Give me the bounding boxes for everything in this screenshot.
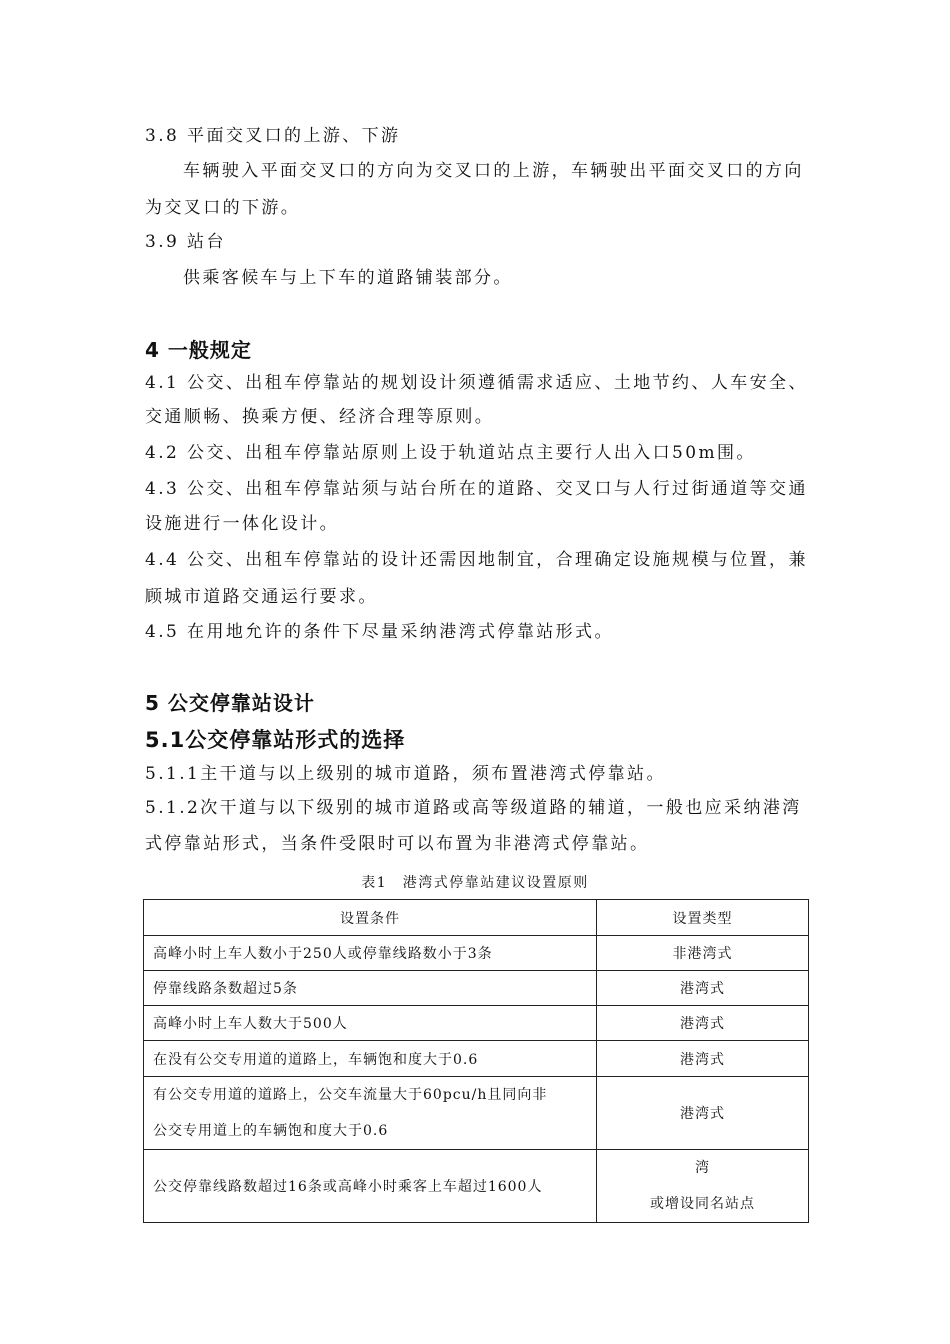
section-3-9-heading: 3.9 站台 [145, 232, 226, 252]
section-5-1-heading: 5.1公交停靠站形式的选择 [145, 728, 406, 752]
table-header-condition: 设置条件 [144, 900, 597, 936]
section-5-1-2-line2: 式停靠站形式，当条件受限时可以布置为非港湾式停靠站。 [145, 834, 650, 854]
section-4-1-line1: 4.1 公交、出租车停靠站的规划设计须遵循需求适应、土地节约、人车安全、 [145, 373, 808, 393]
table-cell-condition-line1: 有公交专用道的道路上，公交车流量大于60pcu/h且同向非 [153, 1087, 548, 1103]
table-caption: 表1 港湾式停靠站建议设置原则 [361, 875, 589, 891]
table-header-row [144, 900, 809, 936]
table-cell-type: 非港湾式 [597, 936, 809, 971]
section-3-8-text-line2: 为交叉口的下游。 [145, 198, 301, 218]
table-cell-condition: 高峰小时上车人数大于500人 [144, 1006, 597, 1041]
section-4-3-line1: 4.3 公交、出租车停靠站须与站台所在的道路、交叉口与人行过街通道等交通 [145, 479, 808, 499]
section-4-4-line2: 顾城市道路交通运行要求。 [145, 587, 378, 607]
table-header-type: 设置类型 [597, 900, 809, 936]
table-row [144, 1150, 809, 1223]
table-cell-condition [144, 1077, 597, 1150]
table-row [144, 1041, 809, 1077]
section-4-3-line2: 设施进行一体化设计。 [145, 514, 339, 534]
table-cell-type-line2: 或增设同名站点 [650, 1196, 755, 1212]
table-row [144, 1077, 809, 1150]
table-cell-type: 港湾式 [597, 971, 809, 1006]
table-cell-condition: 公交停靠线路数超过16条或高峰小时乘客上车超过1600人 [144, 1150, 597, 1223]
section-3-9-text: 供乘客候车与上下车的道路铺装部分。 [183, 268, 513, 288]
section-4-2: 4.2 公交、出租车停靠站原则上设于轨道站点主要行人出入口50m围。 [145, 443, 756, 463]
section-4-5: 4.5 在用地允许的条件下尽量采纳港湾式停靠站形式。 [145, 622, 614, 642]
table-cell-type: 港湾式 [597, 1041, 809, 1077]
table-cell-condition: 停靠线路条数超过5条 [144, 971, 597, 1006]
section-3-8-text-line1: 车辆驶入平面交叉口的方向为交叉口的上游，车辆驶出平面交叉口的方向 [183, 161, 804, 181]
bay-stop-table [143, 899, 809, 1223]
section-5-1-2-line1: 5.1.2次干道与以下级别的城市道路或高等级道路的辅道，一般也应采纳港湾 [145, 798, 802, 818]
table-cell-condition: 高峰小时上车人数小于250人或停靠线路数小于3条 [144, 936, 597, 971]
table-row [144, 971, 809, 1006]
section-4-1-line2: 交通顺畅、换乘方便、经济合理等原则。 [145, 407, 495, 427]
section-4-4-line1: 4.4 公交、出租车停靠站的设计还需因地制宜，合理确定设施规模与位置，兼 [145, 550, 808, 570]
table-cell-type: 港湾式 [597, 1077, 809, 1150]
table-row [144, 1006, 809, 1041]
table-row [144, 936, 809, 971]
table-cell-condition: 在没有公交专用道的道路上，车辆饱和度大于0.6 [144, 1041, 597, 1077]
table-cell-type: 港湾式 [597, 1006, 809, 1041]
section-3-8-heading: 3.8 平面交叉口的上游、下游 [145, 126, 401, 146]
section-5-heading: 5 公交停靠站设计 [145, 691, 315, 715]
table-cell-type [597, 1150, 809, 1223]
section-5-1-1: 5.1.1主干道与以上级别的城市道路，须布置港湾式停靠站。 [145, 764, 666, 784]
section-4-heading: 4 一般规定 [145, 338, 252, 362]
table-cell-type-line1: 湾 [695, 1160, 710, 1176]
table-cell-condition-line2: 公交专用道上的车辆饱和度大于0.6 [153, 1123, 389, 1139]
